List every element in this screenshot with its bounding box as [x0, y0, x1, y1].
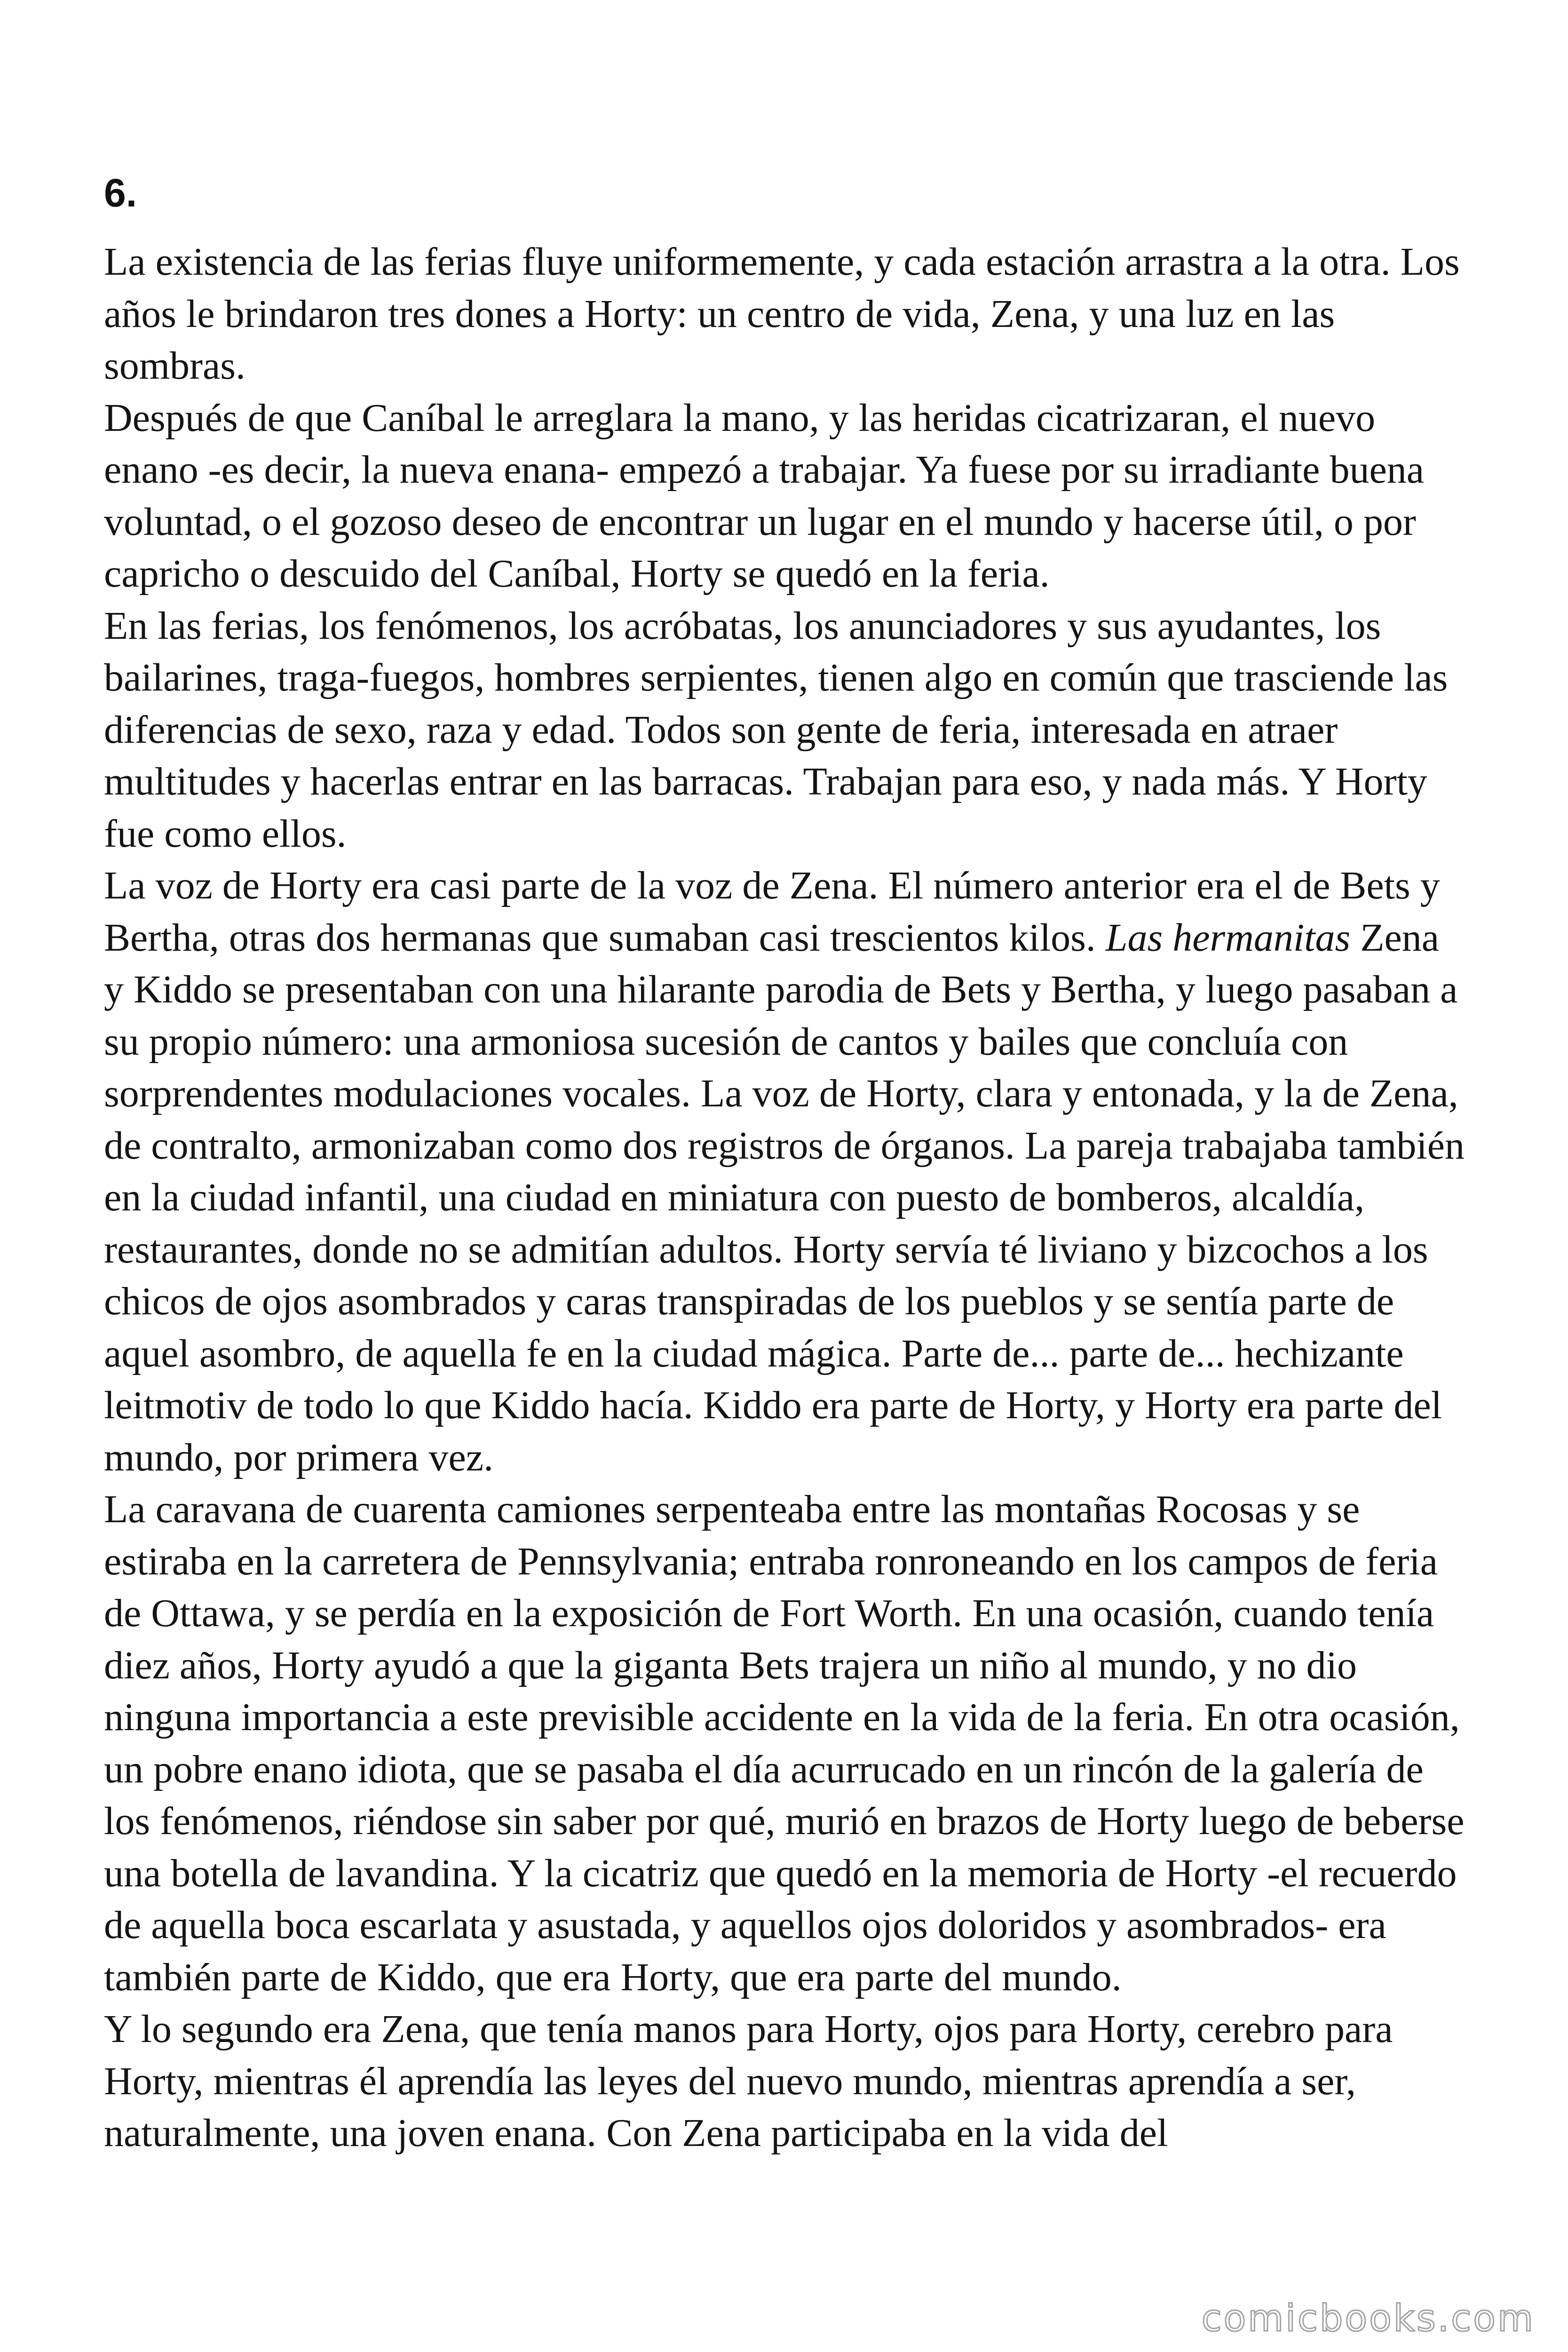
paragraph-5: La caravana de cuarenta camiones serpenteaba entre las montañas Rocosas y se estiraba en la carretera de Pennsylvania; entraba ronroneando en los campos de feria de Ottawa, y se perdía en la exposición de Fort Worth. En una ocasión, cuando tenía diez años, Horty ayudó a que la giganta Bets trajera un niño al mundo, y no dio ninguna importancia a este previsible accidente en la vida de la feria. En otra ocasión, un pobre enano idiota, que se pasaba el día acurrucado en un rincón de la galería de los fenómenos, riéndose sin saber por qué, murió en brazos de Horty luego de beberse una botella de lavandina. Y la cicatriz que quedó en la memoria de Horty -el recuerdo de aquella boca escarlata y asustada, y aquellos ojos doloridos y asombrados- era también parte de Kiddo, que era Horty, que era parte del mundo. [104, 1487, 1465, 1999]
paragraph-2: Después de que Caníbal le arreglara la mano, y las heridas cicatrizaran, el nuevo enano -es decir, la nueva enana- empezó a trabajar. Ya fuese por su irradiante buena voluntad, o el gozoso deseo de encontrar un lugar en el mundo y hacerse útil, o por capricho o descuido del Caníbal, Horty se quedó en la feria. [104, 396, 1425, 596]
paragraph-4-text-start: La voz de Horty era casi parte de la voz de Zena. El número anterior era el de Bets y Bertha, otras dos hermanas que sumaban casi trescientos kilos. [104, 864, 1440, 960]
paragraph-1: La existencia de las ferias fluye uniformemente, y cada estación arrastra a la otra. Los años le brindaron tres dones a Horty: un centro de vida, Zena, y una luz en las sombras. [104, 240, 1460, 388]
chapter-body [104, 236, 1468, 2160]
paragraph-4 [104, 860, 1468, 1484]
chapter-number: 6. [104, 171, 137, 215]
paragraph-6: Y lo segundo era Zena, que tenía manos para Horty, ojos para Horty, cerebro para Horty, mientras él aprendía las leyes del nuevo mundo, mientras aprendía a ser, naturalmente, una joven enana. Con Zena participaba en la vida del [104, 2007, 1393, 2155]
paragraph-3: En las ferias, los fenómenos, los acróbatas, los anunciadores y sus ayudantes, los bailarines, traga-fuegos, hombres serpientes, tienen algo en común que trasciende las diferencias de sexo, raza y edad. Todos son gente de feria, interesada en atraer multitudes y hacerlas entrar en las barracas. Trabajan para eso, y nada más. Y Horty fue como ellos. [104, 604, 1448, 856]
site-watermark: comicbooks.com [1201, 2297, 1535, 2340]
paragraph-4-text-end: Zena y Kiddo se presentaban con una hilarante parodia de Bets y Bertha, y luego pasaban a su propio número: una armoniosa sucesión de cantos y bailes que concluía con sorprendentes modulaciones vocales. La voz de Horty, clara y entonada, y la de Zena, de contralto, armonizaban como dos registros de órganos. La pareja trabajaba también en la ciudad infantil, una ciudad en miniatura con puesto de bomberos, alcaldía, restaurantes, donde no se admitían adultos. Horty servía té liviano y bizcochos a los chicos de ojos asombrados y caras transpiradas de los pueblos y se sentía parte de aquel asombro, de aquella fe en la ciudad mágica. Parte de... parte de... hechizante leitmotiv de todo lo que Kiddo hacía. Kiddo era parte de Horty, y Horty era parte del mundo, por primera vez. [104, 915, 1465, 1479]
italic-title: Las hermanitas [1105, 915, 1351, 960]
